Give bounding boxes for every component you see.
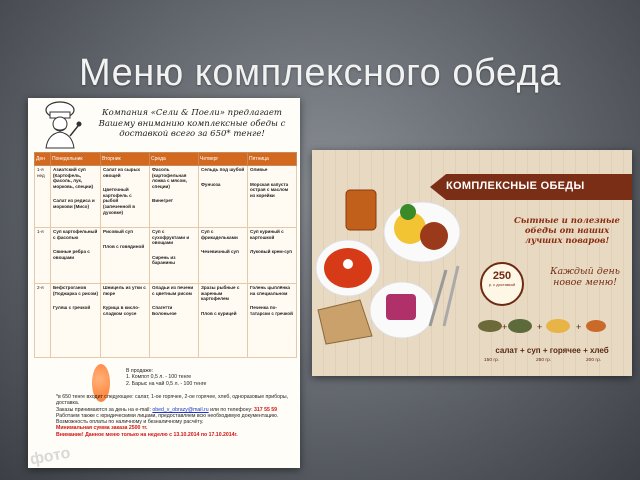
note-line: В продаже: bbox=[126, 368, 154, 374]
additional-items bbox=[126, 368, 286, 387]
table-header-cell: Вторник bbox=[101, 153, 150, 166]
menu-cell bbox=[248, 228, 297, 284]
svg-text:+: + bbox=[537, 322, 543, 332]
menu-cell bbox=[150, 166, 199, 228]
menu-cell bbox=[51, 228, 101, 284]
dish: Азиатский суп (Картофель, фасоль, лук, морковь, специи) bbox=[53, 167, 94, 189]
menu-document bbox=[28, 98, 300, 468]
dish: Салат из сырых овощей bbox=[103, 167, 141, 178]
dish: Салат из редиса и моркови (Мисо) bbox=[53, 198, 95, 209]
poster-tagline: Каждый день новое меню! bbox=[550, 266, 620, 288]
dish: Суп куриный с картошкой bbox=[250, 229, 284, 240]
dish: Фасоль (картофельная ложка с мясом, специи) bbox=[152, 167, 187, 189]
terms-text: или по телефону: bbox=[210, 406, 253, 413]
dish: Чечевичный суп bbox=[201, 249, 239, 255]
dish: Сирень из баранины bbox=[152, 254, 176, 266]
table-row bbox=[35, 166, 297, 228]
note-line: 1. Компот 0,5 л. - 100 тенге bbox=[126, 374, 192, 381]
dish: Голень цыплёнка на специальном bbox=[250, 285, 290, 296]
watermark: фото bbox=[28, 444, 72, 468]
svg-text:+: + bbox=[576, 322, 582, 332]
menu-cell bbox=[51, 284, 101, 358]
document-footer bbox=[34, 364, 296, 464]
table-header-cell: Ден bbox=[35, 153, 51, 166]
dish: Плов с курицей bbox=[201, 310, 237, 316]
menu-cell bbox=[248, 284, 297, 358]
price-badge bbox=[480, 262, 524, 306]
dish: Гуляш с гречкой bbox=[53, 305, 91, 311]
dish: Бефстроганов (Поджарка с рисом) bbox=[53, 285, 98, 296]
terms-contact bbox=[56, 407, 294, 413]
menu-cell bbox=[199, 166, 248, 228]
poster-slogan: Сытные и полезные обеды от наших лучших поваров! bbox=[514, 216, 620, 246]
poster-title: КОМПЛЕКСНЫЕ ОБЕДЫ bbox=[446, 180, 585, 192]
note-line: 2. Барыс на чай 0,5 л. - 100 тенге bbox=[126, 380, 207, 387]
dish: Оладьи из печени с цветным рисом bbox=[152, 285, 194, 296]
svg-text:+: + bbox=[502, 322, 508, 332]
terms-legal: Работаем также с юридическими лицами, предоставляем всю необходимую документацию. Возможность оплаты по наличному и безналичному расчёту. bbox=[56, 412, 279, 426]
menu-cell bbox=[101, 284, 150, 358]
dish: Винегрет bbox=[152, 198, 173, 204]
menu-cell bbox=[199, 284, 248, 358]
menu-table bbox=[34, 152, 297, 358]
table-row bbox=[35, 228, 297, 284]
dish: Рисовый суп bbox=[103, 229, 133, 234]
dish: Печенка по-татарски с гречкой bbox=[250, 305, 293, 316]
menu-cell bbox=[101, 228, 150, 284]
dish: Плов с говядиной bbox=[103, 243, 145, 249]
dish: Курица в кисло-сладком соусе bbox=[103, 305, 140, 316]
lunch-poster bbox=[312, 150, 632, 376]
menu-cell bbox=[199, 228, 248, 284]
slide-title: Меню комплексного обеда bbox=[79, 52, 561, 94]
terms-included: *в 650 тенге входит следующее: салат, 1-ое горячее, 2-ое горячее, хлеб, одноразовые приборы, доставка. bbox=[56, 394, 289, 407]
dish: Морская капуста острая с маслом из корейки bbox=[250, 181, 289, 198]
dish: Шницель из утки с пюре bbox=[103, 285, 146, 296]
dish: Сельдь под шубой bbox=[201, 167, 245, 172]
table-header-cell: Понедельник bbox=[51, 153, 101, 166]
table-header-cell: Пятница bbox=[248, 153, 297, 166]
weight-label: 150 гр. bbox=[484, 358, 500, 363]
dish: Зразы рыбные с жареным картофелем bbox=[201, 285, 240, 302]
day-cell: 1-я нед bbox=[35, 166, 51, 228]
menu-cell bbox=[51, 166, 101, 228]
weight-label: 200 гр. bbox=[586, 358, 602, 363]
menu-cell bbox=[150, 284, 199, 358]
phone-number: 317 55 59 bbox=[253, 406, 278, 413]
terms-text: Заказы принимаются за день на e-mail: bbox=[56, 406, 151, 413]
table-header-cell: Среда bbox=[150, 153, 199, 166]
weight-label: 250 гр. bbox=[536, 358, 552, 363]
table-row bbox=[35, 284, 297, 358]
dish: Свиные ребра с овощами bbox=[53, 249, 90, 260]
menu-cell bbox=[248, 166, 297, 228]
chef-icon bbox=[34, 100, 86, 150]
combo-text: салат + суп + горячее + хлеб bbox=[495, 346, 609, 355]
menu-cell bbox=[101, 166, 150, 228]
price-value: 250 bbox=[492, 270, 512, 282]
document-intro: Компания «Сели & Поели» предлагает Вашему вниманию комплексные обеды с доставкой всего за 650* тенге! bbox=[98, 108, 286, 139]
terms-minimum: Минимальная сумма заказа 2500 тг. bbox=[56, 425, 148, 432]
table-header-cell: Четверг bbox=[199, 153, 248, 166]
day-cell: 1-я bbox=[35, 228, 51, 284]
menu-cell bbox=[150, 228, 199, 284]
dish: Суп с сухофруктами и овощами bbox=[152, 229, 190, 246]
email-link[interactable]: obed_v_obrazy@mail.ru bbox=[152, 406, 209, 413]
dish: Фунчоза bbox=[201, 181, 221, 187]
dish: Суп картофельный с фасолью bbox=[53, 229, 98, 240]
dish: Суп с фрикадельками bbox=[201, 229, 238, 240]
table-header-row bbox=[35, 153, 297, 166]
day-cell: 2-я bbox=[35, 284, 51, 358]
dish: Луковый крем-суп bbox=[250, 249, 293, 255]
dish: Спагетти Болоньезе bbox=[152, 305, 177, 316]
dish: Оливье bbox=[250, 167, 268, 172]
terms-warning: Внимание! Данное меню только на неделю с 13.10.2014 по 17.10.2014г. bbox=[56, 431, 238, 438]
order-terms bbox=[56, 394, 294, 438]
document-header bbox=[28, 98, 300, 150]
price-caption: р. с доставкой bbox=[488, 282, 516, 287]
dish: Цветочный картофель с рыбой (запеченной в духовке) bbox=[103, 187, 136, 215]
